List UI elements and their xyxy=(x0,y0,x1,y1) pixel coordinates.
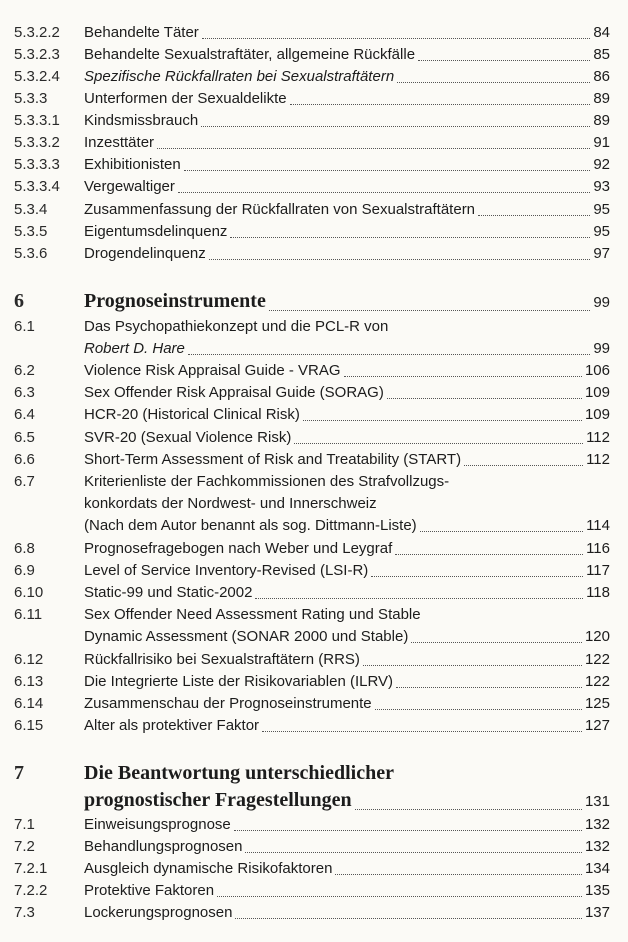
section-number: 6.7 xyxy=(14,473,35,490)
page-number: 120 xyxy=(584,628,610,645)
page-number: 117 xyxy=(586,562,610,579)
dot-leader xyxy=(255,598,583,599)
toc-row xyxy=(0,176,628,198)
page-number: 97 xyxy=(593,245,610,262)
section-title: SVR-20 (Sexual Violence Risk) xyxy=(84,429,292,446)
page-number: 127 xyxy=(584,717,610,734)
section-title: Ausgleich dynamische Risikofaktoren xyxy=(84,860,333,877)
section-title: Einweisungsprognose xyxy=(84,816,231,833)
dot-leader xyxy=(294,443,583,444)
section-number: 6.11 xyxy=(14,606,43,623)
section-title: Die Integrierte Liste der Risikovariablen (ILRV) xyxy=(84,673,394,690)
toc-row xyxy=(0,88,628,110)
section-number: 5.3.3.4 xyxy=(14,178,60,195)
toc-row xyxy=(0,471,628,493)
section-number: 5.3.4 xyxy=(14,201,48,218)
section-title: Eigentumsdelinquenz xyxy=(84,223,228,240)
page-number: 134 xyxy=(584,860,610,877)
toc-row xyxy=(0,199,628,221)
toc-row xyxy=(0,880,628,902)
page-number: 114 xyxy=(586,517,610,534)
toc-row xyxy=(0,449,628,471)
chapter-row-continuation xyxy=(0,787,628,813)
section-number: 6.6 xyxy=(14,451,35,468)
toc-row xyxy=(0,221,628,243)
page-number: 89 xyxy=(593,90,610,107)
toc-row xyxy=(0,604,628,626)
page-number: 93 xyxy=(593,178,610,195)
section-number: 6.8 xyxy=(14,540,35,557)
section-number: 5.3.2.3 xyxy=(14,46,60,63)
section-number: 6.10 xyxy=(14,584,44,601)
dot-leader xyxy=(209,259,591,260)
dot-leader xyxy=(157,148,590,149)
page-number: 112 xyxy=(586,429,610,446)
section-number: 6.1 xyxy=(14,318,35,335)
section-number: 6.2 xyxy=(14,362,35,379)
toc-row xyxy=(0,693,628,715)
section-number: 6.15 xyxy=(14,717,44,734)
toc-row xyxy=(0,671,628,693)
page-number: 106 xyxy=(584,362,610,379)
page-number: 109 xyxy=(584,384,610,401)
section-number: 7.1 xyxy=(14,816,35,833)
section-title: Prognosefragebogen nach Weber und Leygraf xyxy=(84,540,393,557)
dot-leader xyxy=(335,874,582,875)
toc-row xyxy=(0,814,628,836)
section-title: Behandlungsprognosen xyxy=(84,838,243,855)
page-number: 99 xyxy=(593,294,610,311)
dot-leader xyxy=(411,642,582,643)
toc-row xyxy=(0,582,628,604)
section-number: 5.3.2.2 xyxy=(14,24,60,41)
page-number: 89 xyxy=(593,112,610,129)
page-number: 137 xyxy=(584,904,610,921)
dot-leader xyxy=(178,192,590,193)
dot-leader xyxy=(464,465,583,466)
section-title-continuation: Dynamic Assessment (SONAR 2000 und Stable) xyxy=(84,628,409,645)
page-number: 109 xyxy=(584,406,610,423)
section-title: Sex Offender Need Assessment Rating und Stable xyxy=(84,606,421,623)
toc-row xyxy=(0,110,628,132)
section-title: Kindsmissbrauch xyxy=(84,112,199,129)
section-title: Spezifische Rückfallraten bei Sexualstraftätern xyxy=(84,68,395,85)
section-number: 6.13 xyxy=(14,673,44,690)
section-number: 6.12 xyxy=(14,651,44,668)
dot-leader xyxy=(418,60,590,61)
dot-leader xyxy=(201,126,590,127)
dot-leader xyxy=(355,809,582,810)
section-number: 7.3 xyxy=(14,904,35,921)
section-title: Level of Service Inventory-Revised (LSI-R) xyxy=(84,562,369,579)
toc-row xyxy=(0,22,628,44)
section-number: 6.3 xyxy=(14,384,35,401)
page-number: 99 xyxy=(593,340,610,357)
section-number: 5.3.2.4 xyxy=(14,68,60,85)
section-title: Zusammenfassung der Rückfallraten von Sexualstraftätern xyxy=(84,201,476,218)
toc-row xyxy=(0,382,628,404)
page-number: 112 xyxy=(586,451,610,468)
page-number: 132 xyxy=(584,816,610,833)
dot-leader xyxy=(395,554,583,555)
section-title: Kriterienliste der Fachkommissionen des Strafvollzugs- xyxy=(84,473,450,490)
dot-leader xyxy=(478,215,590,216)
toc-row-continuation xyxy=(0,338,628,360)
toc-row xyxy=(0,360,628,382)
toc-row xyxy=(0,715,628,737)
dot-leader xyxy=(234,830,582,831)
toc-row-continuation xyxy=(0,493,628,515)
section-title: Rückfallrisiko bei Sexualstraftätern (RRS) xyxy=(84,651,360,668)
dot-leader xyxy=(371,576,583,577)
section-number: 5.3.5 xyxy=(14,223,48,240)
page-number: 122 xyxy=(584,651,610,668)
section-number: 5.3.3.3 xyxy=(14,156,60,173)
section-title: Inzesttäter xyxy=(84,134,155,151)
page-number: 132 xyxy=(584,838,610,855)
section-title: Zusammenschau der Prognoseinstrumente xyxy=(84,695,372,712)
toc-row xyxy=(0,404,628,426)
section-title: Unterformen der Sexualdelikte xyxy=(84,90,287,107)
section-title: HCR-20 (Historical Clinical Risk) xyxy=(84,406,300,423)
page-number: 131 xyxy=(584,793,610,810)
chapter-title-continuation: prognostischer Fragestellungen xyxy=(84,789,352,811)
section-number: 5.3.6 xyxy=(14,245,48,262)
chapter-number: 7 xyxy=(14,762,24,784)
page-number: 91 xyxy=(593,134,610,151)
page-number: 85 xyxy=(593,46,610,63)
section-number: 6.9 xyxy=(14,562,35,579)
page-number: 125 xyxy=(584,695,610,712)
toc-row xyxy=(0,538,628,560)
section-title: Protektive Faktoren xyxy=(84,882,215,899)
toc-row xyxy=(0,902,628,924)
dot-leader xyxy=(235,918,582,919)
section-title-continuation: Robert D. Hare xyxy=(84,340,185,357)
toc-row xyxy=(0,649,628,671)
page-number: 122 xyxy=(584,673,610,690)
section-title: Behandelte Sexualstraftäter, allgemeine Rückfälle xyxy=(84,46,416,63)
dot-leader xyxy=(262,731,582,732)
dot-leader xyxy=(269,310,590,311)
dot-leader xyxy=(375,709,582,710)
dot-leader xyxy=(184,170,591,171)
toc-row xyxy=(0,66,628,88)
page-number: 95 xyxy=(593,201,610,218)
section-title: Vergewaltiger xyxy=(84,178,175,195)
toc-row xyxy=(0,44,628,66)
page-number: 84 xyxy=(593,24,610,41)
toc-row xyxy=(0,858,628,880)
section-number: 5.3.3 xyxy=(14,90,48,107)
section-number: 6.5 xyxy=(14,429,35,446)
dot-leader xyxy=(290,104,591,105)
chapter-title: Prognoseinstrumente xyxy=(84,290,266,312)
toc-row xyxy=(0,836,628,858)
section-title: Alter als protektiver Faktor xyxy=(84,717,260,734)
section-title: Drogendelinquenz xyxy=(84,245,206,262)
section-title: Violence Risk Appraisal Guide - VRAG xyxy=(84,362,341,379)
toc-row xyxy=(0,316,628,338)
page-number: 118 xyxy=(586,584,610,601)
section-title: Sex Offender Risk Appraisal Guide (SORAG) xyxy=(84,384,384,401)
chapter-number: 6 xyxy=(14,290,24,312)
toc-row xyxy=(0,154,628,176)
toc-row xyxy=(0,560,628,582)
section-number: 7.2.2 xyxy=(14,882,48,899)
section-title-continuation: (Nach dem Autor benannt als sog. Dittmann-Liste) xyxy=(84,517,417,534)
section-number: 6.4 xyxy=(14,406,35,423)
section-title-continuation: konkordats der Nordwest- und Innerschweiz xyxy=(84,495,377,512)
section-number: 7.2 xyxy=(14,838,35,855)
dot-leader xyxy=(397,82,590,83)
toc-row xyxy=(0,243,628,265)
toc-row xyxy=(0,132,628,154)
section-title: Das Psychopathiekonzept und die PCL-R von xyxy=(84,318,389,335)
page-number: 86 xyxy=(593,68,610,85)
dot-leader xyxy=(387,398,582,399)
dot-leader xyxy=(230,237,590,238)
section-title: Short-Term Assessment of Risk and Treatability (START) xyxy=(84,451,462,468)
section-number: 6.14 xyxy=(14,695,44,712)
section-title: Lockerungsprognosen xyxy=(84,904,233,921)
dot-leader xyxy=(344,376,582,377)
chapter-row xyxy=(0,288,628,314)
page-number: 92 xyxy=(593,156,610,173)
page-number: 135 xyxy=(584,882,610,899)
page-number: 116 xyxy=(586,540,610,557)
toc-row-continuation xyxy=(0,515,628,537)
chapter-title: Die Beantwortung unterschiedlicher xyxy=(84,762,394,784)
section-number: 5.3.3.2 xyxy=(14,134,60,151)
section-title: Behandelte Täter xyxy=(84,24,199,41)
section-title: Exhibitionisten xyxy=(84,156,181,173)
section-title: Static-99 und Static-2002 xyxy=(84,584,253,601)
dot-leader xyxy=(363,665,582,666)
section-number: 5.3.3.1 xyxy=(14,112,60,129)
toc-row-continuation xyxy=(0,626,628,648)
page-number: 95 xyxy=(593,223,610,240)
chapter-row xyxy=(0,760,628,786)
dot-leader xyxy=(202,38,591,39)
dot-leader xyxy=(188,354,590,355)
dot-leader xyxy=(396,687,582,688)
dot-leader xyxy=(303,420,582,421)
dot-leader xyxy=(217,896,582,897)
toc-row xyxy=(0,427,628,449)
section-number: 7.2.1 xyxy=(14,860,48,877)
dot-leader xyxy=(245,852,582,853)
dot-leader xyxy=(420,531,583,532)
